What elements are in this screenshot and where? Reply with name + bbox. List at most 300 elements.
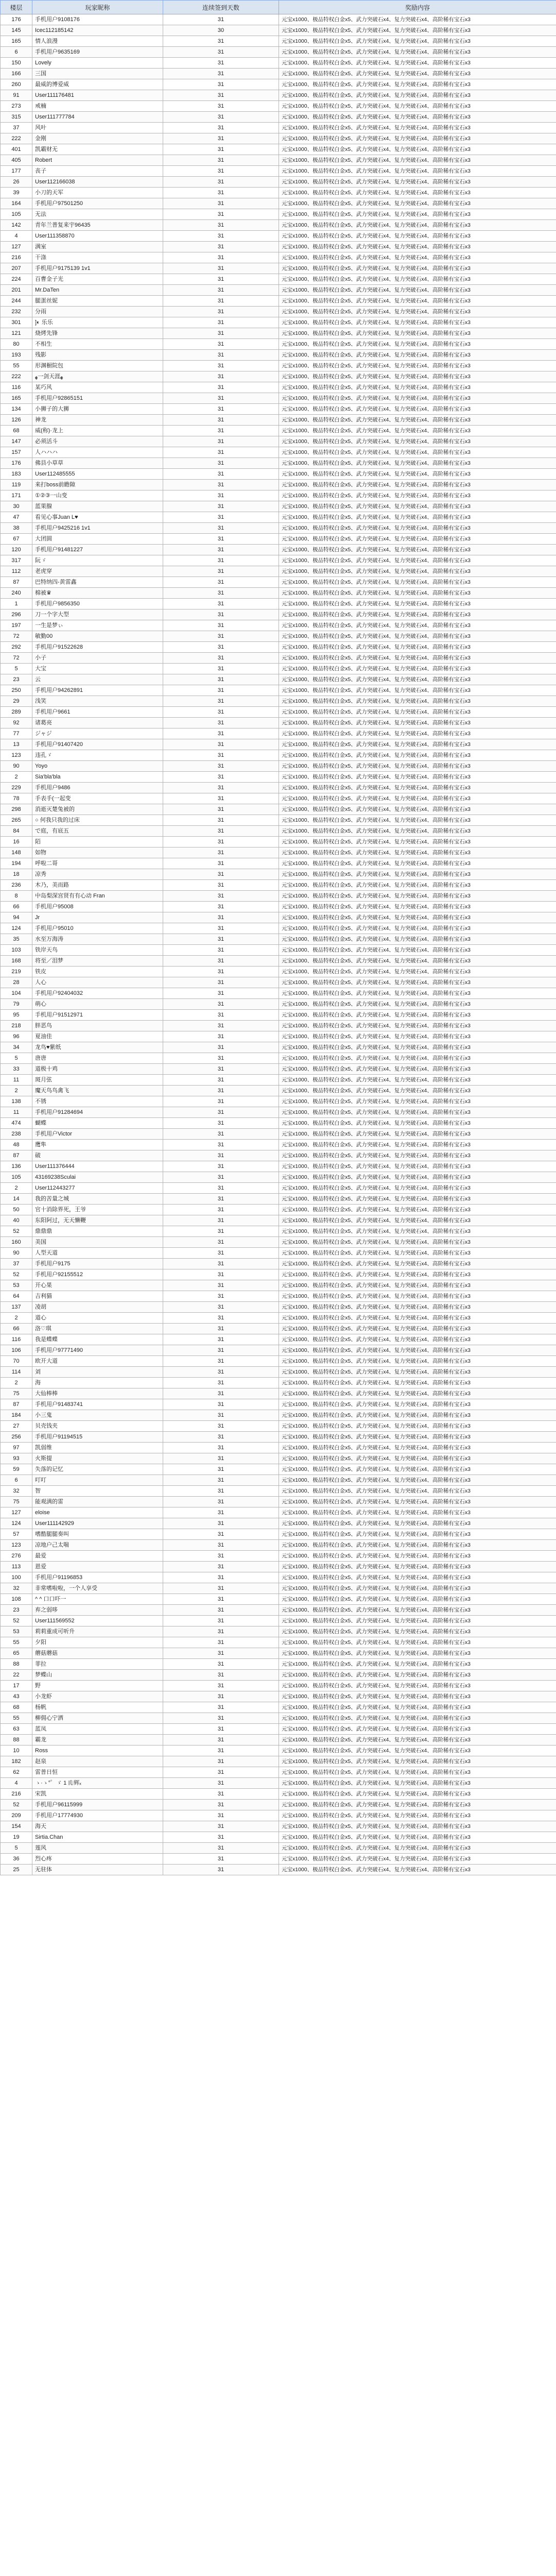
cell-floor: 147 (1, 436, 32, 447)
cell-floor: 182 (1, 1756, 32, 1767)
table-row (1, 707, 556, 718)
cell-floor: 216 (1, 252, 32, 263)
cell-streak-days: 31 (163, 155, 279, 166)
cell-floor: 177 (1, 166, 32, 177)
cell-floor: 301 (1, 317, 32, 328)
cell-reward: 元宝x1000、极品特权白金x5、武力突破石x4、复力突破石x4、高阶稀有宝石x3 (279, 858, 556, 869)
cell-floor: 116 (1, 1334, 32, 1345)
cell-reward: 元宝x1000、极品特权白金x5、武力突破石x4、复力突破石x4、高阶稀有宝石x3 (279, 674, 556, 685)
cell-reward: 元宝x1000、极品特权白金x5、武力突破石x4、复力突破石x4、高阶稀有宝石x3 (279, 1540, 556, 1551)
cell-nickname: 杨帆 (32, 1702, 163, 1713)
cell-streak-days: 31 (163, 1778, 279, 1789)
table-row (1, 382, 556, 393)
cell-nickname: User111176481 (32, 90, 163, 101)
cell-reward: 元宝x1000、极品特权白金x5、武力突破石x4、复力突破石x4、高阶稀有宝石x3 (279, 1161, 556, 1172)
table-row (1, 1324, 556, 1334)
cell-reward: 元宝x1000、极品特权白金x5、武力突破石x4、复力突破石x4、高阶稀有宝石x3 (279, 1778, 556, 1789)
cell-floor: 244 (1, 296, 32, 307)
cell-reward: 元宝x1000、极品特权白金x5、武力突破石x4、复力突破石x4、高阶稀有宝石x3 (279, 1713, 556, 1724)
table-row (1, 1756, 556, 1767)
cell-streak-days: 31 (163, 58, 279, 69)
cell-floor: 68 (1, 426, 32, 436)
cell-streak-days: 31 (163, 14, 279, 25)
cell-nickname: 不锈 (32, 1096, 163, 1107)
cell-floor: 52 (1, 1800, 32, 1810)
cell-reward: 元宝x1000、极品特权白金x5、武力突破石x4、复力突破石x4、高阶稀有宝石x3 (279, 1529, 556, 1540)
cell-floor: 105 (1, 209, 32, 220)
cell-nickname: 来打boss前瞻隙 (32, 480, 163, 490)
table-row (1, 1562, 556, 1572)
cell-nickname: 凯弱维 (32, 1443, 163, 1453)
cell-reward: 元宝x1000、极品特权白金x5、武力突破石x4、复力突破石x4、高阶稀有宝石x3 (279, 1637, 556, 1648)
cell-streak-days: 31 (163, 1475, 279, 1486)
cell-streak-days: 31 (163, 1713, 279, 1724)
table-row (1, 772, 556, 783)
cell-streak-days: 31 (163, 469, 279, 480)
cell-nickname: 刀一个字大型 (32, 609, 163, 620)
table-row (1, 90, 556, 101)
cell-nickname: Robert (32, 155, 163, 166)
cell-floor: 30 (1, 501, 32, 512)
table-row (1, 1497, 556, 1507)
cell-nickname: 手机用户91407420 (32, 739, 163, 750)
cell-streak-days: 31 (163, 1226, 279, 1237)
cell-floor: 222 (1, 133, 32, 144)
cell-floor: 236 (1, 880, 32, 891)
table-row (1, 47, 556, 58)
cell-nickname: 形渊橱院包 (32, 361, 163, 371)
cell-reward: 元宝x1000、极品特权白金x5、武力突破石x4、复力突破石x4、高阶稀有宝石x3 (279, 1259, 556, 1269)
cell-nickname: 手机用户9486 (32, 783, 163, 793)
cell-reward: 元宝x1000、极品特权白金x5、武力突破石x4、复力突破石x4、高阶稀有宝石x3 (279, 523, 556, 534)
cell-streak-days: 31 (163, 599, 279, 609)
cell-nickname: 神龙 (32, 415, 163, 426)
cell-streak-days: 31 (163, 79, 279, 90)
cell-streak-days: 31 (163, 988, 279, 999)
cell-reward: 元宝x1000、极品特权白金x5、武力突破石x4、复力突破石x4、高阶稀有宝石x3 (279, 14, 556, 25)
cell-floor: 2 (1, 1378, 32, 1388)
table-row (1, 123, 556, 133)
table-row (1, 285, 556, 296)
table-row (1, 620, 556, 631)
cell-reward: 元宝x1000、极品特权白金x5、武力突破石x4、复力突破石x4、高阶稀有宝石x3 (279, 350, 556, 361)
cell-reward: 元宝x1000、极品特权白金x5、武力突破石x4、复力突破石x4、高阶稀有宝石x3 (279, 1551, 556, 1562)
table-row (1, 317, 556, 328)
cell-streak-days: 31 (163, 1821, 279, 1832)
cell-nickname: ]◐ 乐乐 (32, 317, 163, 328)
table-row (1, 436, 556, 447)
cell-floor: 87 (1, 1150, 32, 1161)
table-row (1, 599, 556, 609)
table-row (1, 231, 556, 242)
table-row (1, 1150, 556, 1161)
cell-nickname: 金刚 (32, 133, 163, 144)
cell-nickname: User112485555 (32, 469, 163, 480)
table-row (1, 1399, 556, 1410)
cell-reward: 元宝x1000、极品特权白金x5、武力突破石x4、复力突破石x4、高阶稀有宝石x3 (279, 133, 556, 144)
cell-streak-days: 31 (163, 566, 279, 577)
cell-streak-days: 31 (163, 1324, 279, 1334)
cell-reward: 元宝x1000、极品特权白金x5、武力突破石x4、复力突破石x4、高阶稀有宝石x3 (279, 848, 556, 858)
table-row (1, 490, 556, 501)
table-row (1, 880, 556, 891)
cell-reward: 元宝x1000、极品特权白金x5、武力突破石x4、复力突破石x4、高阶稀有宝石x3 (279, 1140, 556, 1150)
cell-nickname: 手机用户9425216 1v1 (32, 523, 163, 534)
table-row (1, 653, 556, 664)
cell-floor: 256 (1, 1432, 32, 1443)
cell-streak-days: 30 (163, 25, 279, 36)
table-row (1, 1259, 556, 1269)
cell-reward: 元宝x1000、极品特权白金x5、武力突破石x4、复力突破石x4、高阶稀有宝石x3 (279, 404, 556, 415)
cell-floor: 176 (1, 14, 32, 25)
cell-reward: 元宝x1000、极品特权白金x5、武力突破石x4、复力突破石x4、高阶稀有宝石x3 (279, 1464, 556, 1475)
cell-streak-days: 31 (163, 101, 279, 112)
cell-floor: 77 (1, 728, 32, 739)
cell-reward: 元宝x1000、极品特权白金x5、武力突破石x4、复力突破石x4、高阶稀有宝石x3 (279, 783, 556, 793)
cell-streak-days: 31 (163, 361, 279, 371)
cell-streak-days: 31 (163, 1010, 279, 1021)
cell-reward: 元宝x1000、极品特权白金x5、武力突破石x4、复力突破石x4、高阶稀有宝石x3 (279, 231, 556, 242)
cell-floor: 70 (1, 1356, 32, 1367)
cell-streak-days: 31 (163, 555, 279, 566)
cell-streak-days: 31 (163, 1843, 279, 1854)
cell-streak-days: 31 (163, 750, 279, 761)
cell-floor: 2 (1, 772, 32, 783)
table-row (1, 1248, 556, 1259)
cell-nickname: 大仙棒棒 (32, 1388, 163, 1399)
cell-nickname: 无驻体 (32, 1865, 163, 1875)
cell-reward: 元宝x1000、极品特权白金x5、武力突破石x4、复力突破石x4、高阶稀有宝石x3 (279, 1756, 556, 1767)
cell-nickname: User111569552 (32, 1616, 163, 1626)
cell-nickname: 手机用户92155512 (32, 1269, 163, 1280)
cell-nickname: 弃之弱哆 (32, 1605, 163, 1616)
cell-streak-days: 31 (163, 1432, 279, 1443)
cell-reward: 元宝x1000、极品特权白金x5、武力突破石x4、复力突破石x4、高阶稀有宝石x3 (279, 1605, 556, 1616)
cell-floor: 474 (1, 1118, 32, 1129)
cell-streak-days: 31 (163, 1096, 279, 1107)
cell-floor: 123 (1, 1540, 32, 1551)
cell-streak-days: 31 (163, 1605, 279, 1616)
table-row (1, 155, 556, 166)
cell-reward: 元宝x1000、极品特权白金x5、武力突破石x4、复力突破石x4、高阶稀有宝石x3 (279, 1172, 556, 1183)
table-row (1, 815, 556, 826)
table-row (1, 112, 556, 123)
cell-reward: 元宝x1000、极品特权白金x5、武力突破石x4、复力突破石x4、高阶稀有宝石x3 (279, 1280, 556, 1291)
cell-nickname: 东阳阿过，无天懒鞭 (32, 1215, 163, 1226)
cell-nickname: 手机用户91196853 (32, 1572, 163, 1583)
table-row (1, 69, 556, 79)
cell-reward: 元宝x1000、极品特权白金x5、武力突破石x4、复力突破石x4、高阶稀有宝石x3 (279, 1821, 556, 1832)
cell-streak-days: 31 (163, 1507, 279, 1518)
cell-floor: 52 (1, 1226, 32, 1237)
cell-nickname: 小刀的天军 (32, 188, 163, 198)
cell-nickname: Sia'bla'bla (32, 772, 163, 783)
cell-floor: 32 (1, 1486, 32, 1497)
cell-reward: 元宝x1000、极品特权白金x5、武力突破石x4、复力突破石x4、高阶稀有宝石x3 (279, 664, 556, 674)
cell-streak-days: 31 (163, 1345, 279, 1356)
cell-streak-days: 31 (163, 198, 279, 209)
table-row (1, 1724, 556, 1735)
cell-reward: 元宝x1000、极品特权白金x5、武力突破石x4、复力突破石x4、高阶稀有宝石x3 (279, 1237, 556, 1248)
table-row (1, 426, 556, 436)
cell-streak-days: 31 (163, 1800, 279, 1810)
cell-nickname: で庭，有底五 (32, 826, 163, 837)
cell-floor: 66 (1, 902, 32, 912)
cell-streak-days: 31 (163, 1161, 279, 1172)
cell-floor: 95 (1, 1010, 32, 1021)
cell-reward: 元宝x1000、极品特权白金x5、武力突破石x4、复力突破石x4、高阶稀有宝石x3 (279, 534, 556, 545)
cell-reward: 元宝x1000、极品特权白金x5、武力突破石x4、复力突破石x4、高阶稀有宝石x3 (279, 1865, 556, 1875)
cell-nickname: 干涤 (32, 252, 163, 263)
table-row (1, 1140, 556, 1150)
cell-reward: 元宝x1000、极品特权白金x5、武力突破石x4、复力突破石x4、高阶稀有宝石x3 (279, 1702, 556, 1713)
table-row (1, 339, 556, 350)
cell-reward: 元宝x1000、极品特权白金x5、武力突破石x4、复力突破石x4、高阶稀有宝石x3 (279, 25, 556, 36)
cell-reward: 元宝x1000、极品特权白金x5、武力突破石x4、复力突破石x4、高阶稀有宝石x3 (279, 198, 556, 209)
cell-streak-days: 31 (163, 112, 279, 123)
table-row (1, 1453, 556, 1464)
cell-reward: 元宝x1000、极品特权白金x5、武力突破石x4、复力突破石x4、高阶稀有宝石x3 (279, 447, 556, 458)
cell-reward: 元宝x1000、极品特权白金x5、武力突破石x4、复力突破石x4、高阶稀有宝石x3 (279, 382, 556, 393)
cell-nickname: 鼎鼎鼎 (32, 1226, 163, 1237)
cell-streak-days: 31 (163, 512, 279, 523)
table-row (1, 977, 556, 988)
cell-nickname: 诸葛亮 (32, 718, 163, 728)
table-row (1, 923, 556, 934)
table-row (1, 728, 556, 739)
cell-reward: 元宝x1000、极品特权白金x5、武力突破石x4、复力突破石x4、高阶稀有宝石x3 (279, 242, 556, 252)
cell-nickname: 棉被♛ (32, 588, 163, 599)
table-row (1, 934, 556, 945)
table-row (1, 1540, 556, 1551)
cell-streak-days: 31 (163, 1529, 279, 1540)
cell-nickname: 木乃，美而路 (32, 880, 163, 891)
cell-nickname: 霸龙 (32, 1735, 163, 1745)
cell-nickname: 丧子 (32, 166, 163, 177)
cell-streak-days: 31 (163, 653, 279, 664)
cell-floor: 219 (1, 967, 32, 977)
cell-nickname: 柳佣心宁洒 (32, 1713, 163, 1724)
cell-streak-days: 31 (163, 1042, 279, 1053)
cell-nickname: 官十消除界死，王爷 (32, 1205, 163, 1215)
table-row (1, 588, 556, 599)
cell-reward: 元宝x1000、极品特权白金x5、武力突破石x4、复力突破石x4、高阶稀有宝石x3 (279, 490, 556, 501)
table-row (1, 198, 556, 209)
table-row (1, 1810, 556, 1821)
cell-floor: 114 (1, 1367, 32, 1378)
cell-streak-days: 31 (163, 1637, 279, 1648)
cell-floor: 25 (1, 1865, 32, 1875)
cell-reward: 元宝x1000、极品特权白金x5、武力突破石x4、复力突破石x4、高阶稀有宝石x3 (279, 869, 556, 880)
cell-reward: 元宝x1000、极品特权白金x5、武力突破石x4、复力突破石x4、高阶稀有宝石x3 (279, 1226, 556, 1237)
cell-reward: 元宝x1000、极品特权白金x5、武力突破石x4、复力突破石x4、高阶稀有宝石x3 (279, 902, 556, 912)
cell-streak-days: 31 (163, 1205, 279, 1215)
cell-streak-days: 31 (163, 1702, 279, 1713)
cell-nickname: User111358870 (32, 231, 163, 242)
cell-nickname: 梦蝶山 (32, 1670, 163, 1681)
cell-floor: 75 (1, 1497, 32, 1507)
cell-floor: 19 (1, 1832, 32, 1843)
cell-streak-days: 31 (163, 793, 279, 804)
cell-reward: 元宝x1000、极品特权白金x5、武力突破石x4、复力突破石x4、高阶稀有宝石x3 (279, 112, 556, 123)
cell-floor: 2 (1, 1183, 32, 1194)
cell-nickname: 手机用户91512971 (32, 1010, 163, 1021)
cell-nickname: 云 (32, 674, 163, 685)
cell-streak-days: 31 (163, 1237, 279, 1248)
cell-nickname: ﻬ一剑天涯ﻬ (32, 371, 163, 382)
cell-reward: 元宝x1000、极品特权白金x5、武力突破石x4、复力突破石x4、高阶稀有宝石x3 (279, 631, 556, 642)
table-row (1, 58, 556, 69)
cell-floor: 22 (1, 1670, 32, 1681)
cell-reward: 元宝x1000、极品特权白金x5、武力突破石x4、复力突破石x4、高阶稀有宝石x3 (279, 339, 556, 350)
cell-reward: 元宝x1000、极品特权白金x5、武力突破石x4、复力突破石x4、高阶稀有宝石x3 (279, 1118, 556, 1129)
cell-streak-days: 31 (163, 891, 279, 902)
cell-nickname: 必须活斗 (32, 436, 163, 447)
cell-streak-days: 31 (163, 447, 279, 458)
cell-streak-days: 31 (163, 728, 279, 739)
cell-nickname: 大团圆 (32, 534, 163, 545)
cell-reward: 元宝x1000、极品特权白金x5、武力突破石x4、复力突破石x4、高阶稀有宝石x3 (279, 1810, 556, 1821)
cell-reward: 元宝x1000、极品特权白金x5、武力突破石x4、复力突破石x4、高阶稀有宝石x3 (279, 144, 556, 155)
cell-floor: 35 (1, 934, 32, 945)
table-row (1, 1280, 556, 1291)
cell-floor: 53 (1, 1626, 32, 1637)
cell-floor: 92 (1, 718, 32, 728)
table-row (1, 1183, 556, 1194)
cell-floor: 142 (1, 220, 32, 231)
cell-nickname: 手机用户91284694 (32, 1107, 163, 1118)
cell-floor: 6 (1, 47, 32, 58)
cell-nickname: Ross (32, 1745, 163, 1756)
cell-nickname: 菲拉 (32, 1659, 163, 1670)
cell-nickname: 某巧风 (32, 382, 163, 393)
cell-reward: 元宝x1000、极品特权白金x5、武力突破石x4、复力突破石x4、高阶稀有宝石x3 (279, 1313, 556, 1324)
cell-reward: 元宝x1000、极品特权白金x5、武力突破石x4、复力突破石x4、高阶稀有宝石x3 (279, 1107, 556, 1118)
cell-reward: 元宝x1000、极品特权白金x5、武力突破石x4、复力突破石x4、高阶稀有宝石x3 (279, 956, 556, 967)
table-row (1, 1735, 556, 1745)
cell-floor: 126 (1, 415, 32, 426)
table-row (1, 545, 556, 555)
cell-reward: 元宝x1000、极品特权白金x5、武力突破石x4、复力突破石x4、高阶稀有宝石x3 (279, 545, 556, 555)
cell-nickname: 龙鸟♥紫纸 (32, 1042, 163, 1053)
cell-floor: 39 (1, 188, 32, 198)
cell-floor: 62 (1, 1767, 32, 1778)
cell-streak-days: 31 (163, 1118, 279, 1129)
cell-streak-days: 31 (163, 945, 279, 956)
table-row (1, 1518, 556, 1529)
cell-streak-days: 31 (163, 1399, 279, 1410)
cell-streak-days: 31 (163, 1745, 279, 1756)
cell-streak-days: 31 (163, 934, 279, 945)
table-row (1, 1086, 556, 1096)
cell-streak-days: 31 (163, 1681, 279, 1691)
cell-streak-days: 31 (163, 188, 279, 198)
table-row (1, 1865, 556, 1875)
cell-streak-days: 31 (163, 307, 279, 317)
cell-streak-days: 31 (163, 231, 279, 242)
table-row (1, 685, 556, 696)
cell-streak-days: 31 (163, 1562, 279, 1572)
cell-streak-days: 31 (163, 166, 279, 177)
cell-floor: 276 (1, 1551, 32, 1562)
cell-nickname: 凉秀 (32, 869, 163, 880)
cell-reward: 元宝x1000、极品特权白金x5、武力突破石x4、复力突破石x4、高阶稀有宝石x3 (279, 642, 556, 653)
cell-nickname: Mr.DaTen (32, 285, 163, 296)
cell-floor: 53 (1, 1280, 32, 1291)
cell-reward: 元宝x1000、极品特权白金x5、武力突破石x4、复力突破石x4、高阶稀有宝石x3 (279, 945, 556, 956)
cell-reward: 元宝x1000、极品特权白金x5、武力突破石x4、复力突破石x4、高阶稀有宝石x3 (279, 880, 556, 891)
cell-nickname: 最威的博爱威 (32, 79, 163, 90)
cell-floor: 113 (1, 1562, 32, 1572)
cell-streak-days: 31 (163, 685, 279, 696)
table-row (1, 858, 556, 869)
cell-reward: 元宝x1000、极品特权白金x5、武力突破石x4、复力突破石x4、高阶稀有宝石x3 (279, 1042, 556, 1053)
cell-reward: 元宝x1000、极品特权白金x5、武力突破石x4、复力突破石x4、高阶稀有宝石x3 (279, 36, 556, 47)
cell-reward: 元宝x1000、极品特权白金x5、武力突破石x4、复力突破石x4、高阶稀有宝石x3 (279, 1064, 556, 1075)
cell-nickname: 手机用户91522628 (32, 642, 163, 653)
table-row (1, 393, 556, 404)
cell-streak-days: 31 (163, 848, 279, 858)
table-row (1, 188, 556, 198)
cell-reward: 元宝x1000、极品特权白金x5、武力突破石x4、复力突破石x4、高阶稀有宝石x3 (279, 1854, 556, 1865)
cell-nickname: 人ハハハ (32, 447, 163, 458)
cell-floor: 103 (1, 945, 32, 956)
cell-streak-days: 31 (163, 123, 279, 133)
cell-nickname: 情人浪漫 (32, 36, 163, 47)
cell-reward: 元宝x1000、极品特权白金x5、武力突破石x4、复力突破石x4、高阶稀有宝石x3 (279, 1291, 556, 1302)
cell-floor: 37 (1, 123, 32, 133)
cell-floor: 59 (1, 1464, 32, 1475)
cell-reward: 元宝x1000、极品特权白金x5、武力突破石x4、复力突破石x4、高阶稀有宝石x3 (279, 469, 556, 480)
table-row (1, 1713, 556, 1724)
table-row (1, 1605, 556, 1616)
cell-nickname: 火斯提 (32, 1453, 163, 1464)
cell-streak-days: 31 (163, 912, 279, 923)
cell-reward: 元宝x1000、极品特权白金x5、武力突破石x4、复力突破石x4、高阶稀有宝石x3 (279, 1410, 556, 1421)
table-row (1, 274, 556, 285)
cell-nickname: 蘑菇蘑菇 (32, 1648, 163, 1659)
table-row (1, 566, 556, 577)
cell-nickname: 夕阳 (32, 1637, 163, 1648)
cell-streak-days: 31 (163, 620, 279, 631)
cell-floor: 112 (1, 566, 32, 577)
table-row (1, 1464, 556, 1475)
cell-floor: 194 (1, 858, 32, 869)
cell-streak-days: 31 (163, 1854, 279, 1865)
cell-streak-days: 31 (163, 1367, 279, 1378)
cell-nickname: 智 (32, 1486, 163, 1497)
table-row (1, 642, 556, 653)
cell-floor: 123 (1, 750, 32, 761)
cell-reward: 元宝x1000、极品特权白金x5、武力突破石x4、复力突破石x4、高阶稀有宝石x3 (279, 166, 556, 177)
table-row (1, 1096, 556, 1107)
cell-streak-days: 31 (163, 1378, 279, 1388)
cell-nickname: 手机用户96115999 (32, 1800, 163, 1810)
cell-floor: 168 (1, 956, 32, 967)
cell-streak-days: 31 (163, 1865, 279, 1875)
cell-reward: 元宝x1000、极品特权白金x5、武力突破石x4、复力突破石x4、高阶稀有宝石x3 (279, 1681, 556, 1691)
cell-nickname: 最爱 (32, 1551, 163, 1562)
cell-streak-days: 31 (163, 858, 279, 869)
cell-nickname: 浅笑 (32, 696, 163, 707)
table-row (1, 1626, 556, 1637)
cell-reward: 元宝x1000、极品特权白金x5、武力突破石x4、复力突破石x4、高阶稀有宝石x3 (279, 1843, 556, 1854)
cell-nickname: 道心 (32, 1313, 163, 1324)
cell-floor: 55 (1, 1713, 32, 1724)
cell-reward: 元宝x1000、极品特权白金x5、武力突破石x4、复力突破石x4、高阶稀有宝石x3 (279, 1388, 556, 1399)
cell-floor: 80 (1, 339, 32, 350)
cell-streak-days: 31 (163, 707, 279, 718)
